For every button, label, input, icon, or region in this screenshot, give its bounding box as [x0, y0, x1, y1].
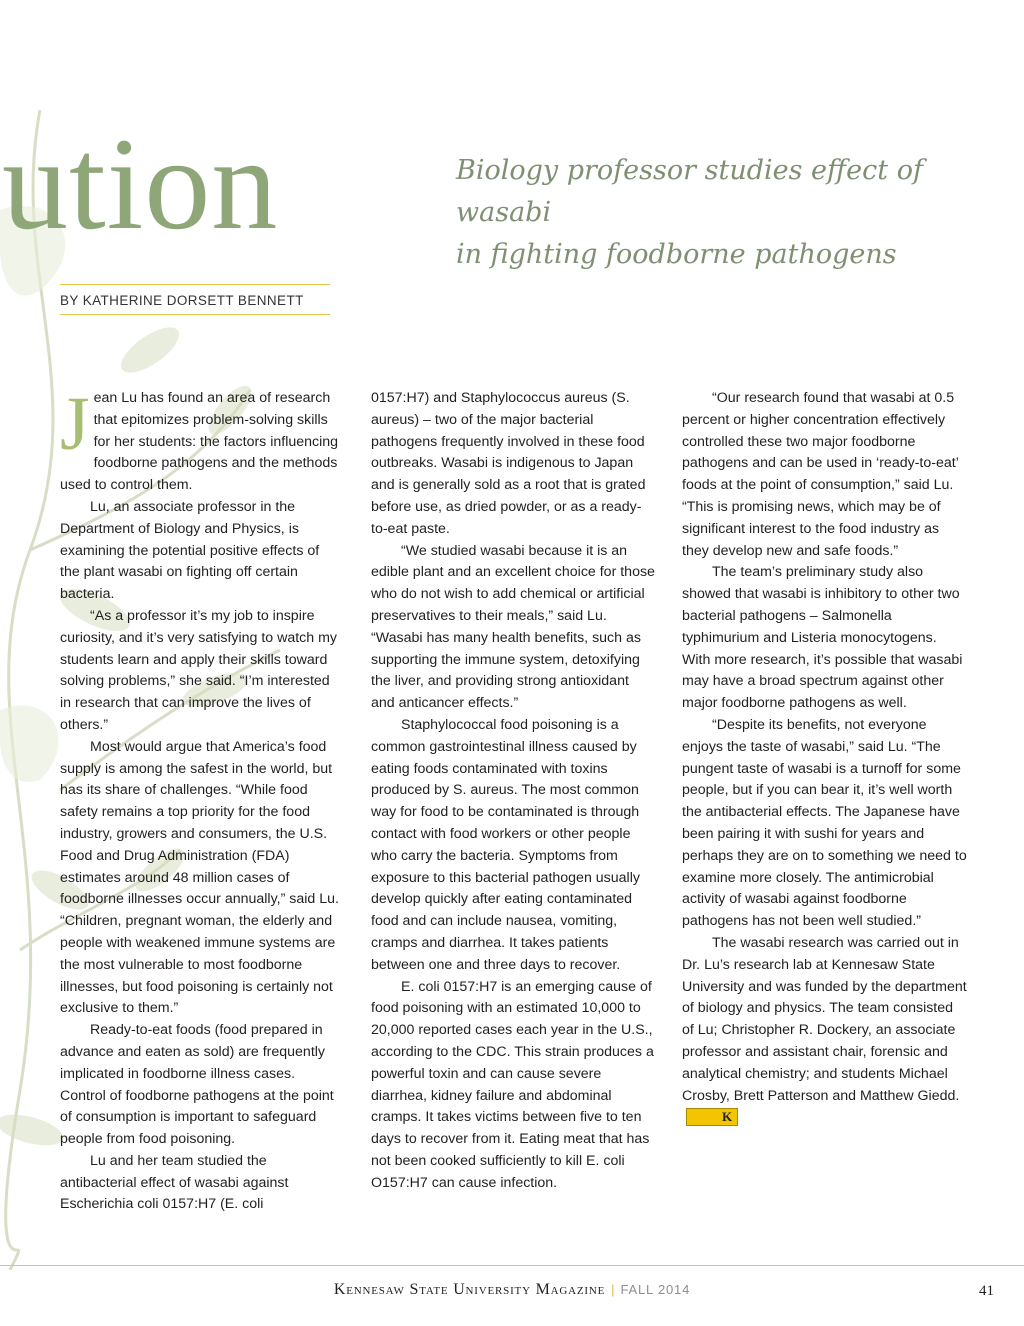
paragraph: Most would argue that America’s food supply is among the safest in the world, but has its share of challenges. “While food safety remains a top priority for the food industry, growers and consumers, the U.S. Food and Drug Administration (FDA) estimates around 48 million cases of foodborne illnesses occur annually,” said Lu. “Children, pregnant woman, the elderly and people with weakened immune systems are the most vulnerable to most foodborne illnesses, but food poisoning is certainly not exclusive to them.”: [60, 738, 339, 1017]
article-column-3: [682, 388, 967, 1129]
paragraph: “As a professor it’s my job to inspire curiosity, and it’s very satisfying to watch my students learn and apply their skills toward solving problems,” she said. “I’m interested in research that can improve the lives of others.”: [60, 607, 338, 733]
magazine-name: Kennesaw State University Magazine: [333, 1281, 606, 1298]
article-subtitle: [456, 150, 996, 276]
subtitle-line-1: Biology professor studies effect of wasabi: [456, 155, 923, 228]
paragraph: Lu and her team studied the antibacterial effect of wasabi against Escherichia coli 0157:H7 (E. coli: [60, 1152, 289, 1213]
paragraph: Staphylococcal food poisoning is a common gastrointestinal illness caused by eating foods contaminated with toxins produced by S. aureus. The most common way for food to be contaminated is through contact with food workers or other people who carry the bacteria. Symptoms from exposure to this bacterial pathogen usually develop quickly after eating contaminated food and can include nausea, vomiting, cramps and diarrhea. It takes patients between one and three days to recover.: [371, 716, 640, 973]
article-column-1: [60, 382, 340, 1216]
page-number: 41: [979, 1283, 994, 1299]
paragraph: Lu, an associate professor in the Department of Biology and Physics, is examining the potential positive effects of the plant wasabi on fighting off certain bacteria.: [60, 498, 320, 603]
paragraph: [60, 382, 340, 497]
drop-cap: J: [60, 382, 90, 466]
paragraph-text: ean Lu has found an area of research that epitomizes problem-solving skills for her students: the factors influencing foodborne pathogens and the methods used to control them.: [60, 390, 339, 494]
paragraph-text: The wasabi research was carried out in Dr. Lu’s research lab at Kennesaw State University and was funded by the department of biology and physics. The team consisted of Lu; Christopher R. Dockery, an associate professor and assistant chair, forensic and analytical chemistry; and students Michael Crosby, Brett Patterson and Matthew Giedd.: [682, 934, 967, 1104]
paragraph: [682, 933, 967, 1129]
article-column-2: [371, 388, 656, 1194]
subtitle-line-2: in fighting foodborne pathogens: [456, 239, 897, 270]
paragraph: E. coli 0157:H7 is an emerging cause of food poisoning with an estimated 10,000 to 20,000 reported cases each year in the U.S., according to the CDC. This strain produces a powerful toxin and can cause severe diarrhea, kidney failure and abdominal cramps. It takes victims between five to ten days to recover from it. Eating meat that has not been cooked sufficiently to kill E. coli O157:H7 can cause infection.: [371, 978, 654, 1191]
paragraph: The team’s preliminary study also showed that wasabi is inhibitory to other two bacterial pathogens – Salmonella typhimurium and Listeria monocytogens. With more research, it’s possible that wasabi may have a broad spectrum against other major foodborne pathogens as well.: [682, 564, 963, 712]
byline: BY KATHERINE DORSETT BENNETT: [60, 284, 330, 315]
paragraph: Ready-to-eat foods (food prepared in advance and eaten as sold) are frequently implicated in foodborne illness cases. Control of foodborne pathogens at the point of consumption is important to safeguard people from food poisoning.: [60, 1022, 334, 1148]
paragraph: “Despite its benefits, not everyone enjoys the taste of wasabi,” said Lu. “The pungent taste of wasabi is a turnoff for some people, but if you can bear it, it’s well worth the antibacterial effects. The Japanese have been pairing it with sushi for years and perhaps they are on to something we need to examine more closely. The antimicrobial activity of wasabi against foodborne pathogens has not been well studied.”: [682, 716, 967, 930]
issue-label: FALL 2014: [620, 1282, 691, 1297]
footer-separator: |: [611, 1282, 615, 1297]
end-mark-icon: K: [686, 1108, 738, 1126]
footer: [0, 1281, 1024, 1299]
title-fragment: ution: [2, 110, 279, 257]
paragraph: “We studied wasabi because it is an edible plant and an excellent choice for those who do not wish to add chemical or artificial preservatives to their meals,” said Lu. “Wasabi has many health benefits, such as supporting the immune system, detoxifying the liver, and providing strong antioxidant and anticancer effects.”: [371, 542, 655, 712]
paragraph: 0157:H7) and Staphylococcus aureus (S. aureus) – two of the major bacterial pathogens frequently involved in these food outbreaks. Wasabi is indigenous to Japan and is generally sold as a root that is grated before use, as dried powder, or as a ready-to-eat paste.: [371, 390, 646, 537]
paragraph: “Our research found that wasabi at 0.5 percent or higher concentration effectively controlled these two major foodborne pathogens and can be used in ‘ready-to-eat’ foods at the point of consumption,” said Lu. “This is promising news, which may be of significant interest to the food industry as they develop new and safe foods.”: [682, 390, 959, 559]
footer-rule: [0, 1265, 1024, 1266]
